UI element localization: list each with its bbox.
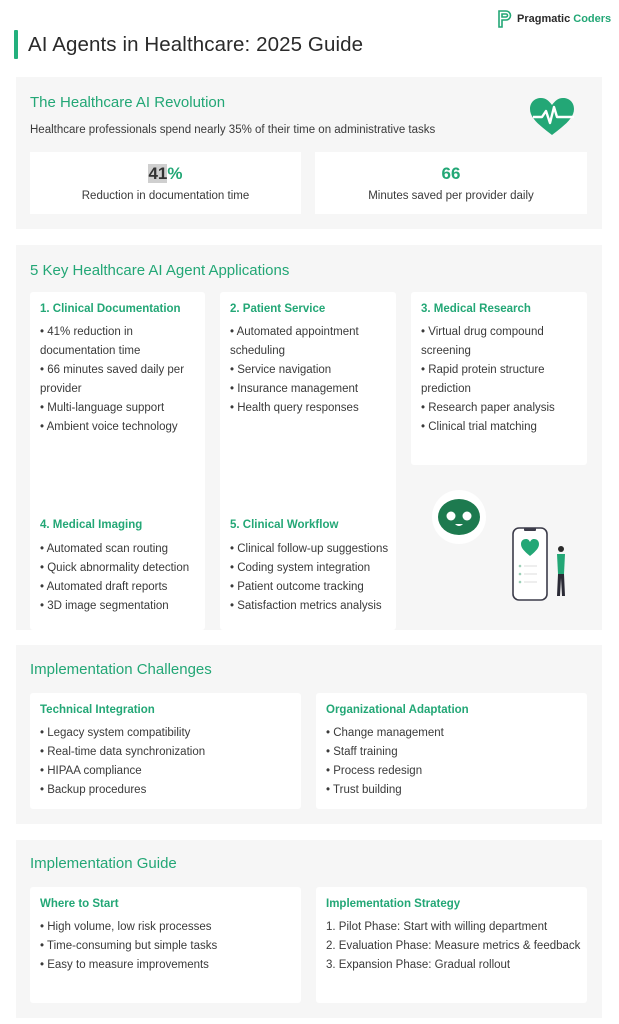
list-item: • High volume, low risk processes xyxy=(40,921,212,933)
list-item: • Time-consuming but simple tasks xyxy=(40,940,218,952)
revolution-section xyxy=(16,77,602,229)
list-item: • Patient outcome tracking xyxy=(230,581,364,593)
guide-card-strategy xyxy=(316,887,587,1003)
card-title: 4. Medical Imaging xyxy=(40,519,143,531)
list-item: • Quick abnormality detection xyxy=(40,562,190,574)
stat-label: Minutes saved per provider daily xyxy=(368,190,534,202)
page-title: AI Agents in Healthcare: 2025 Guide xyxy=(28,32,364,56)
app-card-patient-service xyxy=(220,292,396,630)
list-item: • 41% reduction in documentation time xyxy=(40,326,141,357)
card-list xyxy=(326,918,581,975)
list-item: • Trust building xyxy=(326,784,402,796)
stat-value: 66 xyxy=(441,164,461,183)
list-item: • Automated scan routing xyxy=(40,543,169,555)
list-item: • Change management xyxy=(326,727,444,739)
list-item: • Satisfaction metrics analysis xyxy=(230,600,382,612)
card-title: 3. Medical Research xyxy=(421,303,531,315)
card-title: 5. Clinical Workflow xyxy=(230,519,339,531)
robot-phone-illustration xyxy=(431,490,571,605)
card-list xyxy=(40,540,199,616)
list-item: • Ambient voice technology xyxy=(40,421,178,433)
card-list xyxy=(40,323,199,437)
card-title: Where to Start xyxy=(40,898,119,910)
app-card-medical-research xyxy=(411,292,587,465)
brand-name: Pragmatic Coders xyxy=(517,13,612,25)
challenge-card-technical xyxy=(30,693,301,809)
list-item: • Clinical follow-up suggestions xyxy=(230,543,389,555)
card-title: Implementation Strategy xyxy=(326,898,461,910)
pc-logo-icon xyxy=(497,9,512,29)
list-item: • 3D image segmentation xyxy=(40,600,169,612)
list-item: • Rapid protein structure prediction xyxy=(421,364,545,395)
list-item: 3. Expansion Phase: Gradual rollout xyxy=(326,959,511,971)
list-item: • Health query responses xyxy=(230,402,359,414)
section-title: Implementation Guide xyxy=(30,855,177,872)
card-title: Organizational Adaptation xyxy=(326,704,469,716)
list-item: • Legacy system compatibility xyxy=(40,727,191,739)
card-title: 2. Patient Service xyxy=(230,303,326,315)
list-item: • Service navigation xyxy=(230,364,332,376)
list-item: 1. Pilot Phase: Start with willing department xyxy=(326,921,548,933)
app-card-clinical-documentation xyxy=(30,292,205,630)
card-list xyxy=(40,724,295,800)
list-item: • Automated appointment scheduling xyxy=(230,326,359,357)
stat-card-minutes xyxy=(315,152,587,214)
section-title: 5 Key Healthcare AI Agent Applications xyxy=(30,262,290,279)
card-list xyxy=(230,540,390,616)
card-list xyxy=(421,323,581,437)
card-title: Technical Integration xyxy=(40,704,155,716)
list-item: • Staff training xyxy=(326,746,398,758)
card-list xyxy=(40,918,295,975)
list-item: • Insurance management xyxy=(230,383,359,395)
guide-card-where-to-start xyxy=(30,887,301,1003)
list-item: • Easy to measure improvements xyxy=(40,959,209,971)
list-item: • Multi-language support xyxy=(40,402,165,414)
section-title: The Healthcare AI Revolution xyxy=(30,94,226,111)
list-item: • 66 minutes saved daily per provider xyxy=(40,364,185,395)
title-accent-bar xyxy=(14,30,18,59)
list-item: • HIPAA compliance xyxy=(40,765,142,777)
list-item: • Process redesign xyxy=(326,765,423,777)
list-item: • Backup procedures xyxy=(40,784,147,796)
heartbeat-icon xyxy=(527,97,577,137)
guide-section xyxy=(16,840,602,1018)
challenge-card-organizational xyxy=(316,693,587,809)
list-item: • Research paper analysis xyxy=(421,402,555,414)
stat-value: 41% xyxy=(148,164,183,183)
list-item: • Real-time data synchronization xyxy=(40,746,206,758)
list-item: • Virtual drug compound screening xyxy=(421,326,544,357)
section-title: Implementation Challenges xyxy=(30,661,212,678)
card-list xyxy=(326,724,581,800)
section-subtitle: Healthcare professionals spend nearly 35% of their time on administrative tasks xyxy=(30,124,436,136)
stat-card-documentation xyxy=(30,152,301,214)
challenges-section xyxy=(16,645,602,824)
brand-logo[interactable] xyxy=(497,9,611,29)
page-header xyxy=(14,30,363,59)
card-title: 1. Clinical Documentation xyxy=(40,303,181,315)
list-item: • Automated draft reports xyxy=(40,581,168,593)
stat-label: Reduction in documentation time xyxy=(81,190,250,202)
list-item: • Clinical trial matching xyxy=(421,421,537,433)
list-item: 2. Evaluation Phase: Measure metrics & feedback xyxy=(326,940,581,952)
list-item: • Coding system integration xyxy=(230,562,371,574)
card-list xyxy=(230,323,390,418)
applications-section xyxy=(16,245,602,630)
